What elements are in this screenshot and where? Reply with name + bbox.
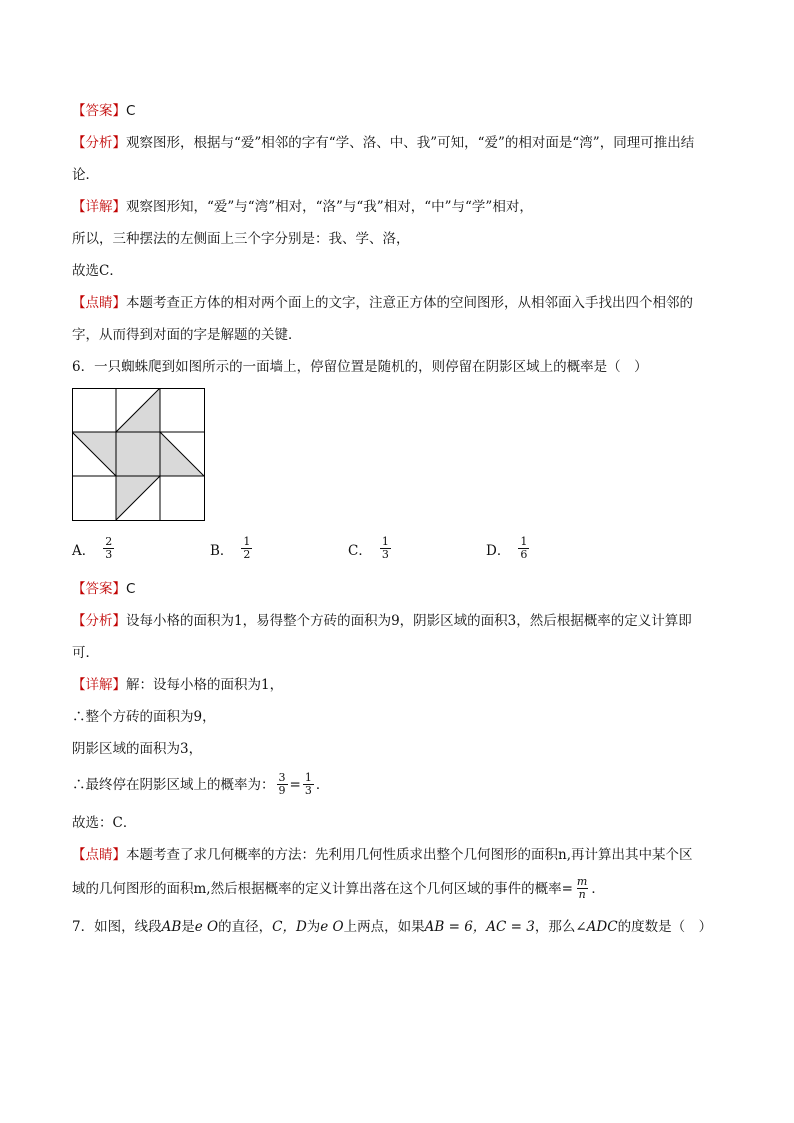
option-d[interactable]	[486, 536, 531, 561]
q6-detail-line2: ∴整个方砖的面积为9，	[72, 709, 216, 725]
detail-text: 观察图形知，“爱”与“湾”相对，“洛”与“我”相对，“中”与“学”相对，	[126, 199, 533, 215]
analysis-tag: 【分析】	[72, 613, 126, 629]
fraction-1-3: $\frac{1}{3}$	[304, 771, 312, 797]
q5-detail-line2: 所以，三种摆法的左侧面上三个字分别是：我、学、洛，	[72, 231, 410, 247]
q5-answer	[72, 102, 135, 120]
q5-detail	[72, 198, 533, 216]
q5-analysis-cont: 论．	[72, 167, 99, 183]
option-label: C．	[348, 542, 372, 559]
option-a[interactable]	[72, 536, 116, 561]
analysis-text: 设每小格的面积为1，易得整个方砖的面积为9，阴影区域的面积3，然后根据概率的定义计算即	[126, 613, 692, 629]
analysis-text: 观察图形，根据与“爱”相邻的字有“学、洛、中、我”可知，“爱”的相对面是“湾”，同理可推出结	[126, 135, 695, 151]
circle-o-symbol: e O	[320, 919, 344, 935]
answer-value: C	[126, 581, 136, 597]
option-fraction: $\frac{1}{6}$	[520, 535, 528, 561]
option-c[interactable]	[348, 536, 393, 561]
option-fraction: $\frac{1}{2}$	[243, 535, 251, 561]
angle-adc: ∠ADC	[575, 919, 618, 935]
circle-o-symbol: e O	[194, 919, 219, 935]
q6-comment-cont	[72, 876, 605, 901]
q7-text: 7．如图，线段	[72, 919, 162, 935]
q6-comment	[72, 846, 693, 864]
detail-tag: 【详解】	[72, 199, 126, 215]
q5-detail-line3: 故选C．	[72, 263, 123, 279]
q6-answer	[72, 580, 135, 598]
segment-ab: AB	[161, 919, 182, 935]
q7-text: 为	[306, 919, 321, 935]
q7-text: 上两点，如果	[343, 919, 425, 935]
comment-tag: 【点睛】	[72, 847, 126, 863]
answer-tag: 【答案】	[72, 581, 126, 597]
option-fraction: $\frac{2}{3}$	[105, 535, 113, 561]
points-cd: C，D	[272, 919, 307, 935]
answer-tag: 【答案】	[72, 103, 126, 119]
detail-prefix: ∴最终停在阴影区域上的概率为：	[72, 776, 275, 793]
q7-text: ，那么	[534, 919, 576, 935]
q5-comment-cont: 字，从而得到对面的字是解题的关键．	[72, 327, 302, 343]
detail-end: ．	[315, 776, 330, 793]
fraction-m-n: $\frac{m}{n}$	[576, 875, 588, 901]
analysis-tag: 【分析】	[72, 135, 126, 151]
answer-value: C	[126, 103, 136, 119]
q7-text: 的直径，	[218, 919, 273, 935]
option-label: A．	[72, 542, 96, 559]
option-label: D．	[486, 542, 511, 559]
equals-sign: =	[289, 776, 301, 793]
q7-text: 的度数是（ ）	[617, 919, 713, 935]
q7-stem	[72, 918, 712, 936]
comment-tag: 【点睛】	[72, 295, 126, 311]
q5-analysis	[72, 134, 694, 152]
comment-prefix: 域的几何图形的面积m,然后根据概率的定义计算出落在这个几何区域的事件的概率=	[72, 880, 573, 897]
q6-detail	[72, 676, 283, 694]
q6-detail-line4	[72, 772, 329, 797]
fraction-3-9: $\frac{3}{9}$	[278, 771, 286, 797]
option-fraction: $\frac{1}{3}$	[381, 535, 389, 561]
q7-text: 是	[181, 919, 195, 935]
q5-comment	[72, 294, 693, 312]
comment-end: ．	[591, 880, 605, 897]
detail-text: 解：设每小格的面积为1，	[126, 677, 284, 693]
given-conditions: AB = 6，AC = 3	[424, 919, 535, 935]
q6-analysis	[72, 612, 692, 630]
detail-tag: 【详解】	[72, 677, 126, 693]
q6-detail-line5: 故选：C．	[72, 815, 137, 831]
q6-stem: 6．一只蜘蛛爬到如图所示的一面墙上，停留位置是随机的，则停留在阴影区域上的概率是（ ）	[72, 359, 648, 375]
q6-tile-figure	[72, 388, 206, 522]
comment-text: 本题考查了求几何概率的方法：先利用几何性质求出整个几何图形的面积n,再计算出其中某个区	[126, 847, 693, 863]
option-b[interactable]	[210, 536, 254, 561]
shaded-center-square	[116, 432, 160, 476]
option-label: B．	[210, 542, 234, 559]
comment-text: 本题考查正方体的相对两个面上的文字，注意正方体的空间图形，从相邻面入手找出四个相邻的	[126, 295, 693, 311]
q6-analysis-cont: 可．	[72, 645, 99, 661]
q6-detail-line3: 阴影区域的面积为3，	[72, 741, 203, 757]
